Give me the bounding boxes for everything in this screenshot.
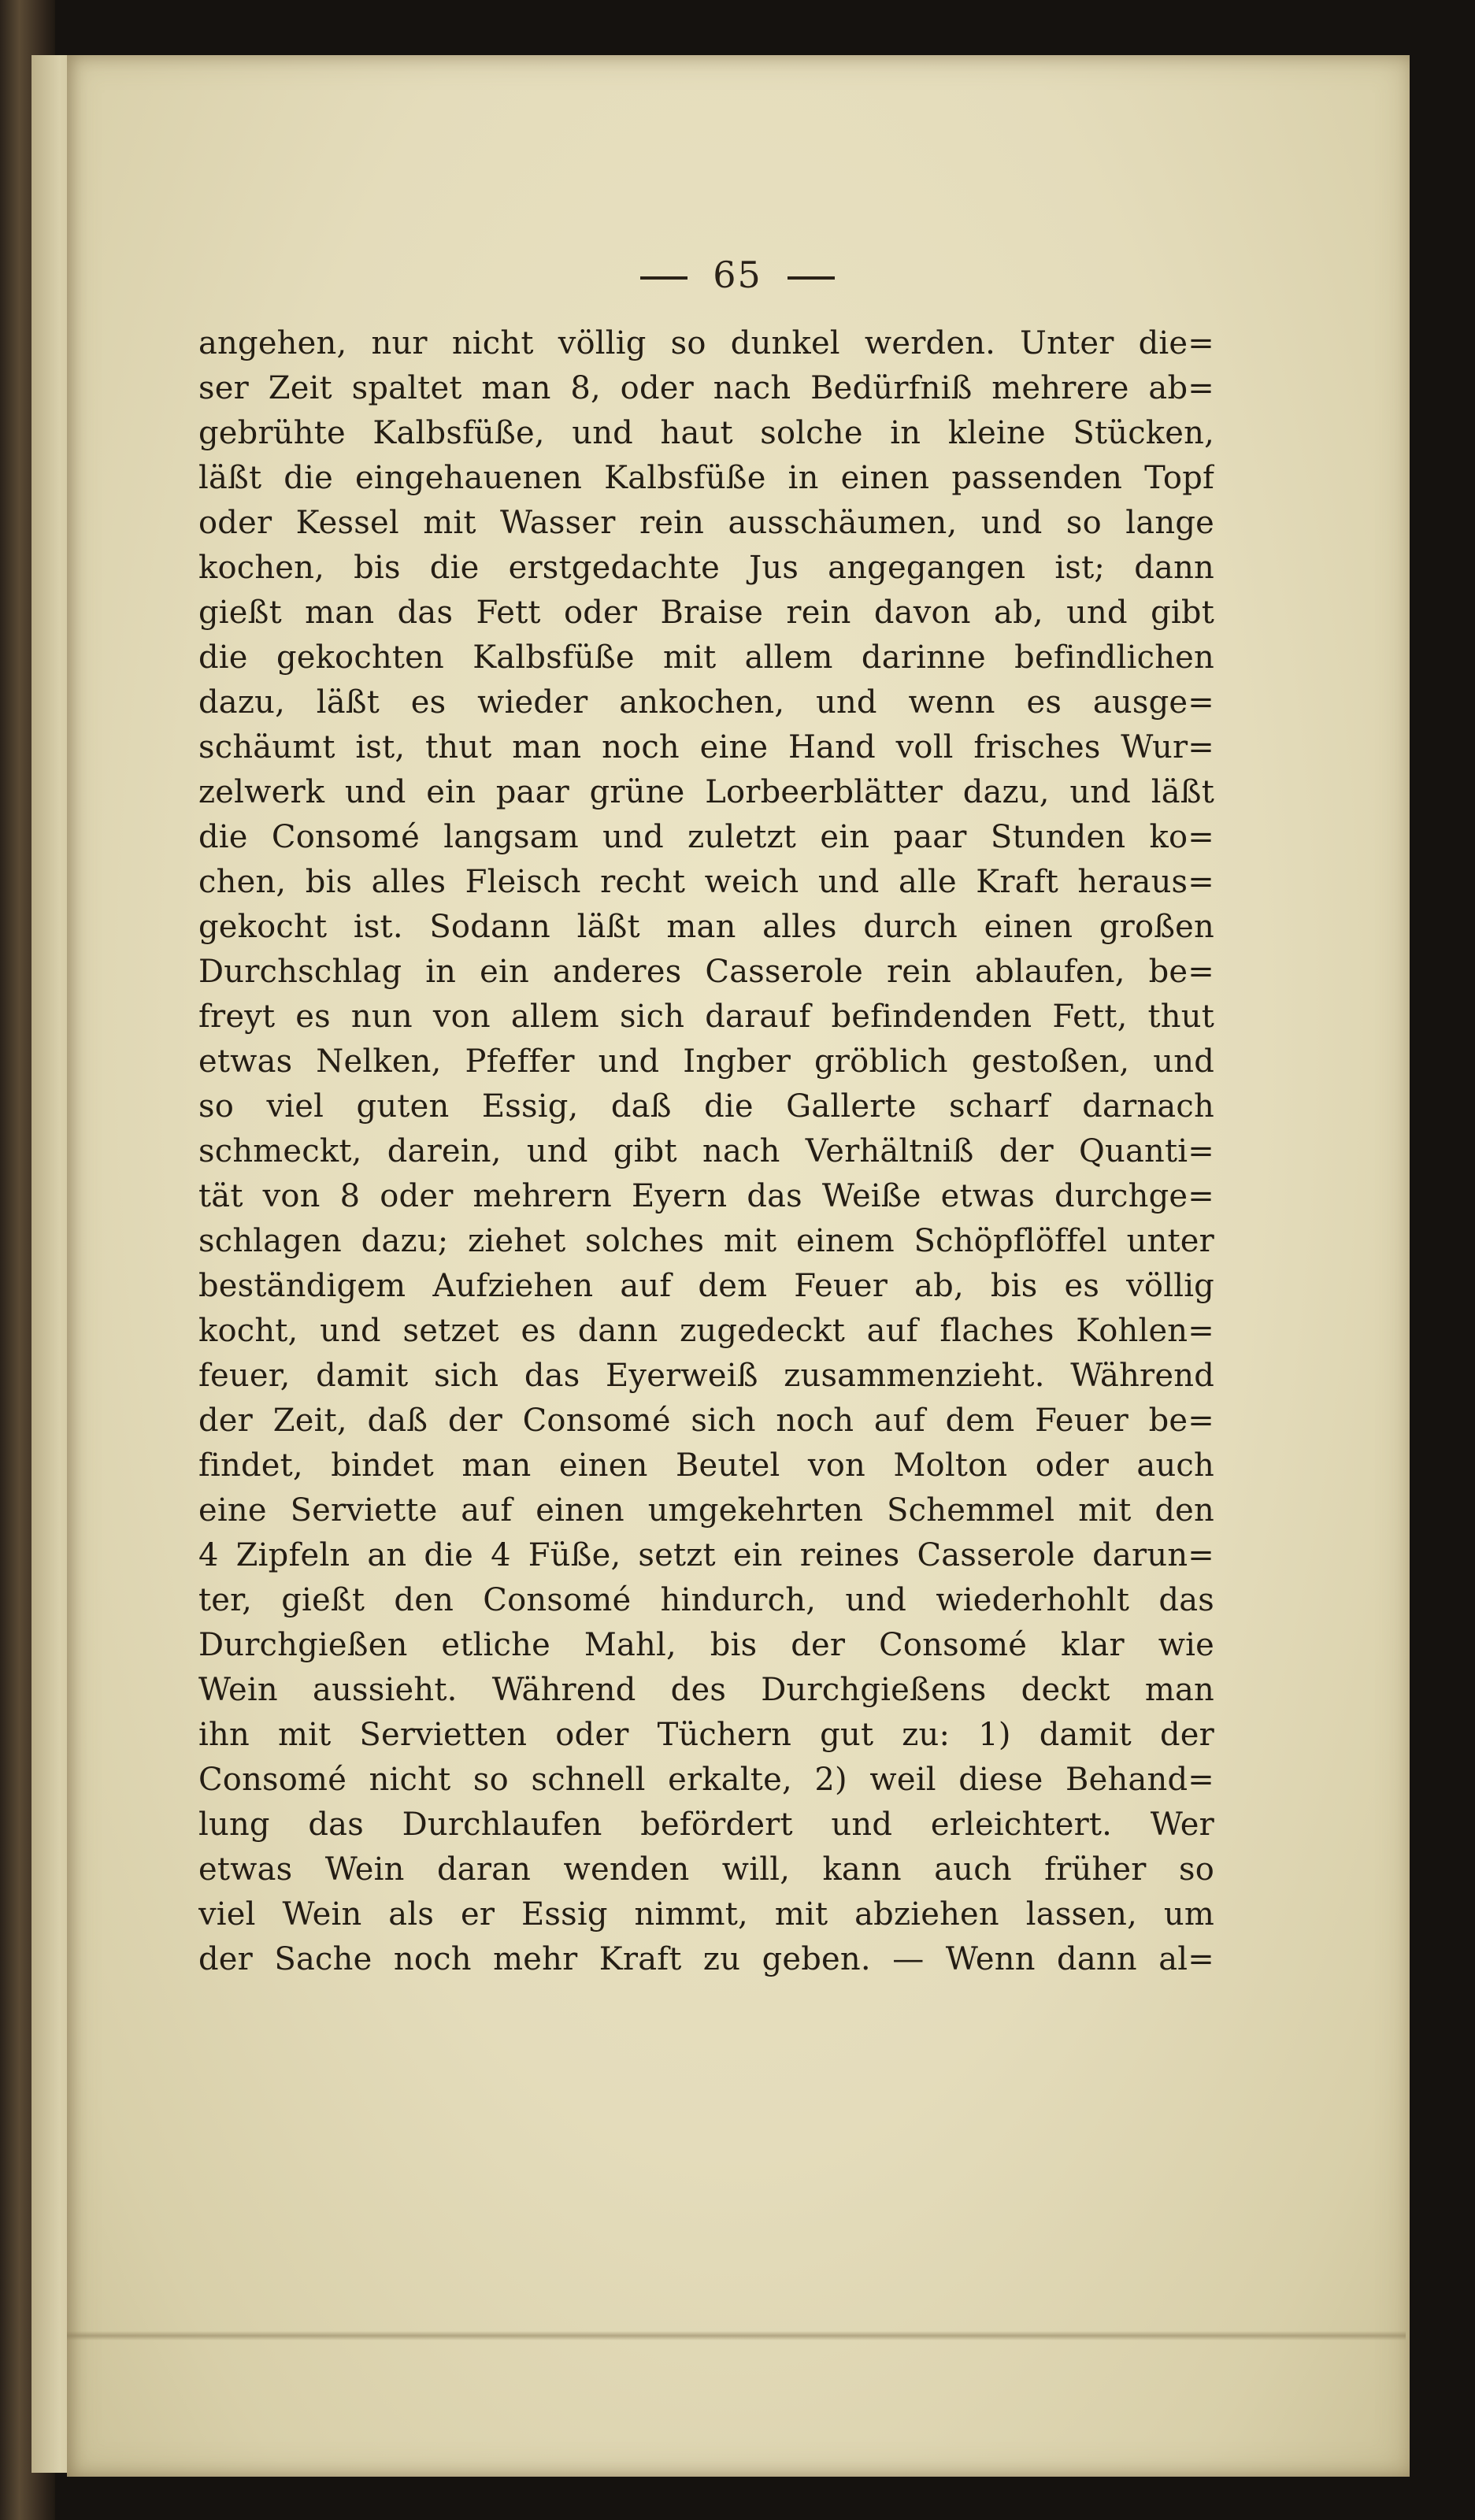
text-line: ihn mit Servietten oder Tüchern gut zu: 1) damit der <box>198 1717 1214 1753</box>
text-line: gießt man das Fett oder Braise rein davon ab, und gibt <box>198 595 1214 631</box>
text-line: Durchschlag in ein anderes Casserole rein ablaufen, be= <box>198 954 1214 990</box>
text-line: freyt es nun von allem sich darauf befindenden Fett, thut <box>198 999 1214 1035</box>
text-line: der Zeit, daß der Consomé sich noch auf dem Feuer be= <box>198 1403 1214 1439</box>
text-line: die gekochten Kalbsfüße mit allem darinne befindlichen <box>198 639 1214 676</box>
text-line: Consomé nicht so schnell erkalte, 2) weil diese Behand= <box>198 1762 1214 1798</box>
text-line: läßt die eingehauenen Kalbsfüße in einen passenden Topf <box>198 460 1214 496</box>
text-line: etwas Nelken, Pfeffer und Ingber gröblich gestoßen, und <box>198 1043 1214 1080</box>
text-line: beständigem Aufziehen auf dem Feuer ab, bis es völlig <box>198 1268 1214 1304</box>
text-line: findet, bindet man einen Beutel von Molton oder auch <box>198 1447 1214 1484</box>
text-line: angehen, nur nicht völlig so dunkel werden. Unter die= <box>198 325 1214 361</box>
text-line: ser Zeit spaltet man 8, oder nach Bedürfniß mehrere ab= <box>198 370 1214 406</box>
header-dash-left <box>640 276 687 280</box>
text-line: lung das Durchlaufen befördert und erleichtert. Wer <box>198 1807 1214 1843</box>
text-line: eine Serviette auf einen umgekehrten Schemmel mit den <box>198 1492 1214 1529</box>
text-line: oder Kessel mit Wasser rein ausschäumen, und so lange <box>198 505 1214 541</box>
text-line: viel Wein als er Essig nimmt, mit abziehen lassen, um <box>198 1896 1214 1933</box>
page-body-text <box>198 321 1214 1982</box>
text-line: tät von 8 oder mehrern Eyern das Weiße etwas durchge= <box>198 1178 1214 1214</box>
text-line: gekocht ist. Sodann läßt man alles durch einen großen <box>198 909 1214 945</box>
text-line: so viel guten Essig, daß die Gallerte scharf darnach <box>198 1088 1214 1125</box>
text-line: kocht, und setzet es dann zugedeckt auf flaches Kohlen= <box>198 1313 1214 1349</box>
page-header <box>0 254 1475 296</box>
text-line: chen, bis alles Fleisch recht weich und alle Kraft heraus= <box>198 864 1214 900</box>
text-line: 4 Zipfeln an die 4 Füße, setzt ein reines Casserole darun= <box>198 1537 1214 1573</box>
text-line: ter, gießt den Consomé hindurch, und wiederhohlt das <box>198 1582 1214 1618</box>
text-line: dazu, läßt es wieder ankochen, und wenn es ausge= <box>198 684 1214 721</box>
text-line: feuer, damit sich das Eyerweiß zusammenzieht. Während <box>198 1358 1214 1394</box>
page-number: 65 <box>713 254 762 296</box>
text-line: der Sache noch mehr Kraft zu geben. — Wenn dann al= <box>198 1941 1214 1977</box>
text-line: etwas Wein daran wenden will, kann auch früher so <box>198 1851 1214 1888</box>
text-line: zelwerk und ein paar grüne Lorbeerblätter dazu, und läßt <box>198 774 1214 810</box>
text-line: Wein aussieht. Während des Durchgießens deckt man <box>198 1672 1214 1708</box>
text-line: schäumt ist, thut man noch eine Hand voll frisches Wur= <box>198 729 1214 765</box>
text-line: schmeckt, darein, und gibt nach Verhältniß der Quanti= <box>198 1133 1214 1169</box>
text-line: kochen, bis die erstgedachte Jus angegangen ist; dann <box>198 550 1214 586</box>
text-line: die Consomé langsam und zuletzt ein paar Stunden ko= <box>198 819 1214 855</box>
text-line: gebrühte Kalbsfüße, und haut solche in kleine Stücken, <box>198 415 1214 451</box>
header-dash-right <box>788 276 835 280</box>
page-fold-edge <box>67 2331 1406 2340</box>
text-line: Durchgießen etliche Mahl, bis der Consomé klar wie <box>198 1627 1214 1663</box>
text-line: schlagen dazu; ziehet solches mit einem Schöpflöffel unter <box>198 1223 1214 1259</box>
